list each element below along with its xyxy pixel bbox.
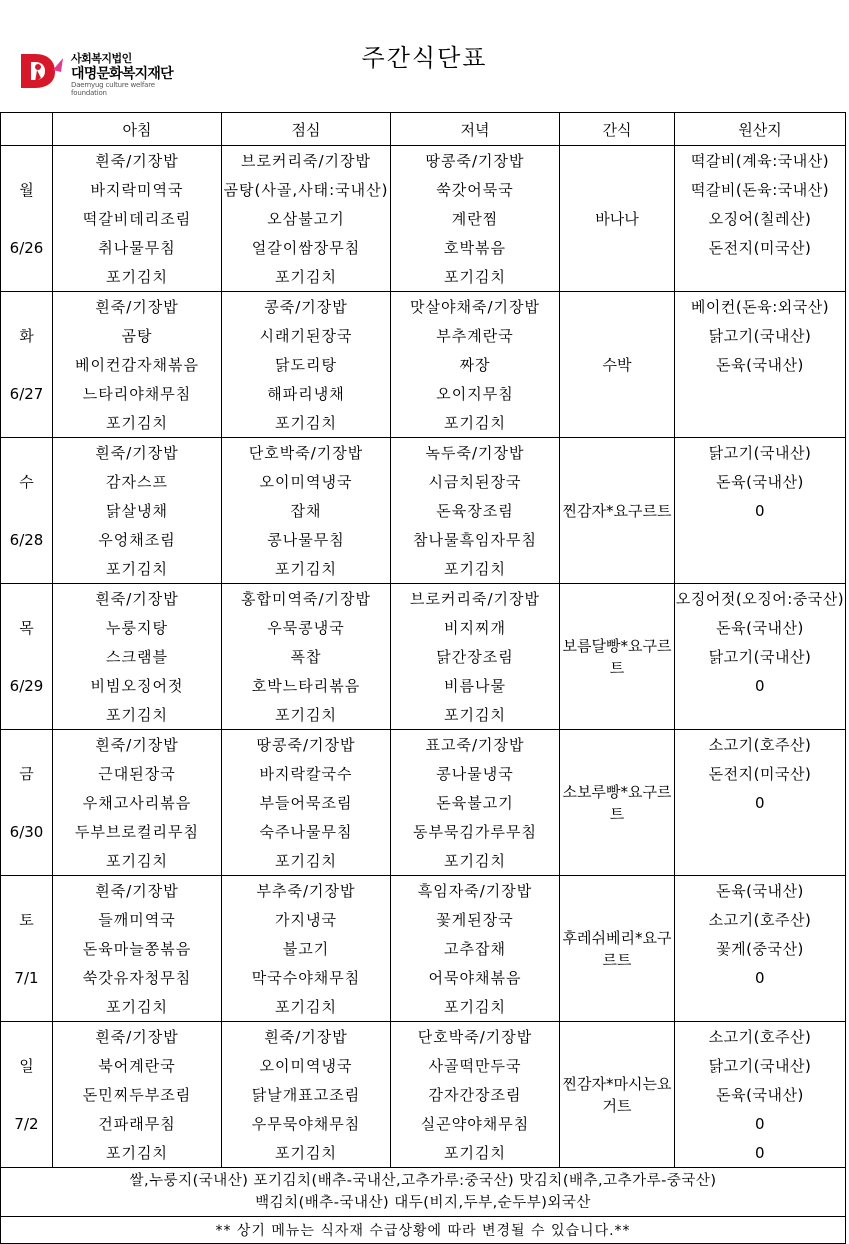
lunch-item: 포기김치 [222, 262, 391, 292]
day-cell [1, 1138, 53, 1168]
date-label: 6/30 [1, 817, 53, 846]
dinner-item: 사골떡만두국 [391, 1051, 560, 1080]
lunch-item: 홍합미역죽/기장밥 [222, 584, 391, 614]
origin-item: 돈육(국내산) [675, 613, 846, 642]
breakfast-item: 흰죽/기장밥 [53, 438, 222, 468]
table-row [1, 584, 846, 614]
origin-item: 돈육(국내산) [675, 350, 846, 379]
table-row [1, 175, 846, 204]
dinner-item: 브로커리죽/기장밥 [391, 584, 560, 614]
page-header [0, 0, 849, 112]
dinner-item: 비지찌개 [391, 613, 560, 642]
dinner-item: 호박볶음 [391, 233, 560, 262]
date-label: 7/1 [1, 963, 53, 992]
day-cell [1, 876, 53, 906]
header-origin: 원산지 [675, 113, 846, 146]
dinner-item: 땅콩죽/기장밥 [391, 146, 560, 176]
breakfast-item: 베이컨감자채볶음 [53, 350, 222, 379]
dinner-item: 시금치된장국 [391, 467, 560, 496]
breakfast-item: 비빔오징어젓 [53, 671, 222, 700]
origin-item [675, 262, 846, 292]
day-label: 수 [1, 467, 53, 496]
day-cell [1, 846, 53, 876]
table-row [1, 1080, 846, 1109]
breakfast-item: 흰죽/기장밥 [53, 292, 222, 322]
origin-footer [1, 1168, 846, 1217]
day-cell [1, 700, 53, 730]
dinner-item: 콩나물냉국 [391, 759, 560, 788]
table-row [1, 759, 846, 788]
breakfast-item: 흰죽/기장밥 [53, 1022, 222, 1052]
table-row [1, 788, 846, 817]
dinner-item: 포기김치 [391, 846, 560, 876]
dinner-item: 닭간장조림 [391, 642, 560, 671]
lunch-item: 브로커리죽/기장밥 [222, 146, 391, 176]
day-cell [1, 438, 53, 468]
dinner-item: 비름나물 [391, 671, 560, 700]
lunch-item: 콩나물무침 [222, 525, 391, 554]
table-row [1, 146, 846, 176]
origin-item: 떡갈비(돈육:국내산) [675, 175, 846, 204]
day-cell [1, 1080, 53, 1109]
lunch-item: 막국수야채무침 [222, 963, 391, 992]
snack-item: 바나나 [560, 146, 675, 292]
origin-item: 소고기(호주산) [675, 730, 846, 760]
header-dinner: 저녁 [391, 113, 560, 146]
day-cell [1, 992, 53, 1022]
breakfast-item: 포기김치 [53, 846, 222, 876]
breakfast-item: 떡갈비데리조림 [53, 204, 222, 233]
table-row [1, 350, 846, 379]
day-cell [1, 934, 53, 963]
date-label: 6/27 [1, 379, 53, 408]
table-row [1, 438, 846, 468]
dinner-item: 맛살야채죽/기장밥 [391, 292, 560, 322]
origin-footer-line1: 쌀,누룽지(국내산) 포기김치(배추-국내산,고추가루:중국산) 맛김치(배추,고추가루-중국산) [129, 1173, 717, 1189]
table-row [1, 963, 846, 992]
day-label: 토 [1, 905, 53, 934]
table-row [1, 321, 846, 350]
lunch-item: 얼갈이쌈장무침 [222, 233, 391, 262]
snack-item: 후레쉬베리*요구르트 [560, 876, 675, 1022]
lunch-item: 부들어묵조림 [222, 788, 391, 817]
lunch-item: 가지냉국 [222, 905, 391, 934]
dinner-item: 부추계란국 [391, 321, 560, 350]
lunch-item: 포기김치 [222, 554, 391, 584]
table-row [1, 1109, 846, 1138]
origin-item: 닭고기(국내산) [675, 438, 846, 468]
dinner-item: 흑임자죽/기장밥 [391, 876, 560, 906]
day-cell [1, 730, 53, 760]
origin-item: 닭고기(국내산) [675, 642, 846, 671]
breakfast-item: 북어계란국 [53, 1051, 222, 1080]
snack-item: 찐감자*요구르트 [560, 438, 675, 584]
breakfast-item: 닭살냉채 [53, 496, 222, 525]
origin-item: 0 [675, 963, 846, 992]
lunch-item: 흰죽/기장밥 [222, 1022, 391, 1052]
table-row [1, 700, 846, 730]
lunch-item: 폭찹 [222, 642, 391, 671]
origin-item: 0 [675, 788, 846, 817]
lunch-item: 해파리냉채 [222, 379, 391, 408]
day-label: 금 [1, 759, 53, 788]
dinner-item: 포기김치 [391, 1138, 560, 1168]
table-row [1, 1022, 846, 1052]
day-cell [1, 496, 53, 525]
snack-item: 소보루빵*요구르트 [560, 730, 675, 876]
dinner-item: 포기김치 [391, 262, 560, 292]
breakfast-item: 곰탕 [53, 321, 222, 350]
table-row [1, 817, 846, 846]
lunch-item: 시래기된장국 [222, 321, 391, 350]
origin-item: 베이컨(돈육:외국산) [675, 292, 846, 322]
dinner-item: 포기김치 [391, 554, 560, 584]
origin-item: 0 [675, 1109, 846, 1138]
day-cell [1, 1022, 53, 1052]
table-row [1, 292, 846, 322]
origin-item: 꽃게(중국산) [675, 934, 846, 963]
origin-item: 닭고기(국내산) [675, 1051, 846, 1080]
date-label: 7/2 [1, 1109, 53, 1138]
lunch-item: 바지락칼국수 [222, 759, 391, 788]
lunch-item: 포기김치 [222, 700, 391, 730]
origin-item: 오징어(칠레산) [675, 204, 846, 233]
lunch-item: 오삼불고기 [222, 204, 391, 233]
table-row [1, 408, 846, 438]
lunch-item: 곰탕(사골,사태:국내산) [222, 175, 391, 204]
breakfast-item: 포기김치 [53, 408, 222, 438]
breakfast-item: 포기김치 [53, 262, 222, 292]
menu-body [1, 146, 846, 1168]
table-row [1, 730, 846, 760]
breakfast-item: 들깨미역국 [53, 905, 222, 934]
organization-type: 사회복지법인 [71, 52, 132, 65]
lunch-item: 호박느타리볶음 [222, 671, 391, 700]
breakfast-item: 우엉채조림 [53, 525, 222, 554]
origin-item: 돈육(국내산) [675, 467, 846, 496]
lunch-item: 우무묵야채무침 [222, 1109, 391, 1138]
lunch-item: 땅콩죽/기장밥 [222, 730, 391, 760]
organization-english-name: Daemyug culture welfare foundation [71, 81, 155, 97]
table-row [1, 233, 846, 262]
dinner-item: 실곤약야채무침 [391, 1109, 560, 1138]
dinner-item: 표고죽/기장밥 [391, 730, 560, 760]
menu-change-notice: ** 상기 메뉴는 식자재 수급상황에 따라 변경될 수 있습니다.** [1, 1217, 846, 1244]
snack-item: 수박 [560, 292, 675, 438]
snack-item: 찐감자*마시는요거트 [560, 1022, 675, 1168]
breakfast-item: 포기김치 [53, 554, 222, 584]
lunch-item: 포기김치 [222, 408, 391, 438]
origin-item [675, 846, 846, 876]
table-row [1, 846, 846, 876]
dinner-item: 단호박죽/기장밥 [391, 1022, 560, 1052]
page-title: 주간식단표 [361, 44, 488, 72]
lunch-item: 닭날개표고조림 [222, 1080, 391, 1109]
table-row [1, 671, 846, 700]
dinner-item: 어묵야채볶음 [391, 963, 560, 992]
dinner-item: 짜장 [391, 350, 560, 379]
table-header-row [1, 113, 846, 146]
lunch-item: 오이미역냉국 [222, 1051, 391, 1080]
origin-item [675, 700, 846, 730]
dinner-item: 쑥갓어묵국 [391, 175, 560, 204]
origin-footer-line2: 백김치(배추-국내산) 대두(비지,두부,순두부)외국산 [255, 1195, 591, 1211]
table-row [1, 379, 846, 408]
breakfast-item: 흰죽/기장밥 [53, 730, 222, 760]
origin-item: 닭고기(국내산) [675, 321, 846, 350]
table-row [1, 613, 846, 642]
date-label: 6/28 [1, 525, 53, 554]
day-cell [1, 408, 53, 438]
day-cell [1, 262, 53, 292]
header-day [1, 113, 53, 146]
origin-item: 0 [675, 496, 846, 525]
lunch-item: 불고기 [222, 934, 391, 963]
origin-item [675, 817, 846, 846]
breakfast-item: 흰죽/기장밥 [53, 146, 222, 176]
origin-item [675, 554, 846, 584]
lunch-item: 포기김치 [222, 1138, 391, 1168]
origin-item: 돈육(국내산) [675, 876, 846, 906]
table-row [1, 992, 846, 1022]
breakfast-item: 두부브로컬리무침 [53, 817, 222, 846]
origin-item [675, 408, 846, 438]
dinner-item: 포기김치 [391, 700, 560, 730]
breakfast-item: 포기김치 [53, 992, 222, 1022]
dinner-item: 돈육장조림 [391, 496, 560, 525]
day-cell [1, 788, 53, 817]
day-label: 목 [1, 613, 53, 642]
dinner-item: 동부묵김가루무침 [391, 817, 560, 846]
day-cell [1, 204, 53, 233]
breakfast-item: 포기김치 [53, 700, 222, 730]
lunch-item: 잡채 [222, 496, 391, 525]
snack-item: 보름달빵*요구르트 [560, 584, 675, 730]
table-row [1, 204, 846, 233]
table-row [1, 554, 846, 584]
lunch-item: 콩죽/기장밥 [222, 292, 391, 322]
day-cell [1, 554, 53, 584]
breakfast-item: 스크램블 [53, 642, 222, 671]
breakfast-item: 누룽지탕 [53, 613, 222, 642]
dinner-item: 감자간장조림 [391, 1080, 560, 1109]
day-cell [1, 584, 53, 614]
origin-item [675, 379, 846, 408]
header-breakfast: 아침 [53, 113, 222, 146]
origin-item: 소고기(호주산) [675, 1022, 846, 1052]
breakfast-item: 느타리야채무침 [53, 379, 222, 408]
origin-item: 떡갈비(계육:국내산) [675, 146, 846, 176]
table-row [1, 496, 846, 525]
breakfast-item: 돈민찌두부조림 [53, 1080, 222, 1109]
table-row [1, 1138, 846, 1168]
header-lunch: 점심 [222, 113, 391, 146]
table-row [1, 262, 846, 292]
lunch-item: 단호박죽/기장밥 [222, 438, 391, 468]
lunch-item: 오이미역냉국 [222, 467, 391, 496]
origin-item: 돈육(국내산) [675, 1080, 846, 1109]
origin-item: 돈전지(미국산) [675, 233, 846, 262]
day-cell [1, 292, 53, 322]
day-cell [1, 642, 53, 671]
dinner-item: 꽃게된장국 [391, 905, 560, 934]
date-label: 6/26 [1, 233, 53, 262]
breakfast-item: 우채고사리볶음 [53, 788, 222, 817]
origin-item [675, 992, 846, 1022]
dinner-item: 참나물흑임자무침 [391, 525, 560, 554]
lunch-item: 부추죽/기장밥 [222, 876, 391, 906]
day-cell [1, 350, 53, 379]
origin-item: 돈전지(미국산) [675, 759, 846, 788]
table-row [1, 467, 846, 496]
lunch-item: 닭도리탕 [222, 350, 391, 379]
lunch-item: 포기김치 [222, 846, 391, 876]
lunch-item: 포기김치 [222, 992, 391, 1022]
origin-item: 오징어젓(오징어:중국산) [675, 584, 846, 614]
breakfast-item: 포기김치 [53, 1138, 222, 1168]
header-snack: 간식 [560, 113, 675, 146]
date-label: 6/29 [1, 671, 53, 700]
lunch-item: 숙주나물무침 [222, 817, 391, 846]
organization-name: 대명문화복지재단 [71, 66, 173, 82]
table-row [1, 642, 846, 671]
dinner-item: 고추잡채 [391, 934, 560, 963]
dinner-item: 포기김치 [391, 992, 560, 1022]
breakfast-item: 근대된장국 [53, 759, 222, 788]
table-row [1, 525, 846, 554]
breakfast-item: 흰죽/기장밥 [53, 876, 222, 906]
table-row [1, 934, 846, 963]
notice-row [1, 1217, 846, 1244]
day-label: 화 [1, 321, 53, 350]
breakfast-item: 돈육마늘쫑볶음 [53, 934, 222, 963]
breakfast-item: 바지락미역국 [53, 175, 222, 204]
dinner-item: 녹두죽/기장밥 [391, 438, 560, 468]
breakfast-item: 흰죽/기장밥 [53, 584, 222, 614]
breakfast-item: 감자스프 [53, 467, 222, 496]
origin-footer-row [1, 1168, 846, 1217]
weekly-menu-table [0, 112, 846, 1244]
breakfast-item: 건파래무침 [53, 1109, 222, 1138]
table-row [1, 1051, 846, 1080]
origin-item: 0 [675, 671, 846, 700]
day-label: 일 [1, 1051, 53, 1080]
origin-item: 0 [675, 1138, 846, 1168]
dinner-item: 오이지무침 [391, 379, 560, 408]
dinner-item: 돈육불고기 [391, 788, 560, 817]
day-cell [1, 146, 53, 176]
table-row [1, 905, 846, 934]
origin-item: 소고기(호주산) [675, 905, 846, 934]
breakfast-item: 쑥갓유자청무침 [53, 963, 222, 992]
dinner-item: 포기김치 [391, 408, 560, 438]
table-row [1, 876, 846, 906]
origin-item [675, 525, 846, 554]
breakfast-item: 취나물무침 [53, 233, 222, 262]
dinner-item: 계란찜 [391, 204, 560, 233]
day-label: 월 [1, 175, 53, 204]
lunch-item: 우묵콩냉국 [222, 613, 391, 642]
